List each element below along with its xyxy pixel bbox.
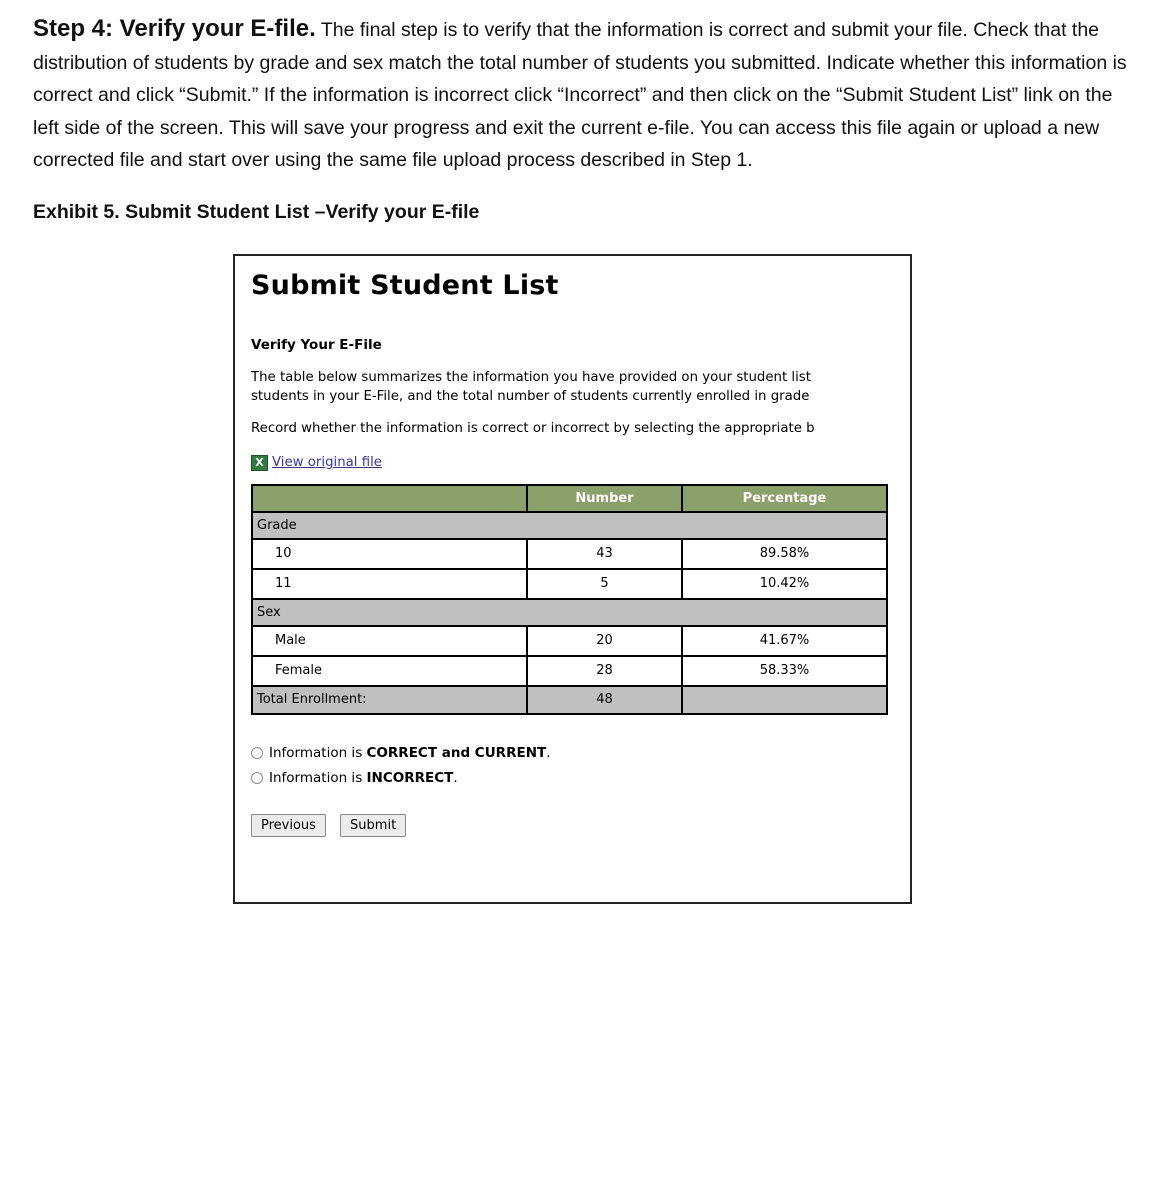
step-body-text: The final step is to verify that the information is correct and submit your file. Check that the distribution of students by grade and sex match the total number of students you submitted. Indicate whether this information is correct and click “Submit.” If the information is incorrect click “Incorrect” and then click on the “Submit Student List” link on the left side of the screen. This will save your progress and exit the current e-file. You can access this file again or upload a new corrected file and start over using the same file upload process described in Step 1. <box>33 19 1127 171</box>
radio-incorrect-bold: INCORRECT <box>366 769 454 786</box>
cell-female-number: 28 <box>527 656 682 686</box>
section-label-grade: Grade <box>252 512 887 539</box>
verify-table <box>251 484 888 715</box>
column-header-number: Number <box>527 485 682 512</box>
section-label-sex: Sex <box>252 599 887 626</box>
intro-text <box>251 368 910 407</box>
excel-file-icon[interactable]: X <box>251 455 268 471</box>
table-header-row <box>252 485 887 512</box>
intro-line-2: students in your E-File, and the total number of students currently enrolled in grade <box>251 389 810 404</box>
view-original-file-link[interactable]: View original file <box>272 455 382 470</box>
step-paragraph <box>33 13 1134 177</box>
cell-grade-10-percent: 89.58% <box>682 539 887 569</box>
radio-correct-prefix: Information is <box>269 744 367 761</box>
previous-button[interactable]: Previous <box>251 814 326 837</box>
cell-grade-11-number: 5 <box>527 569 682 599</box>
exhibit-screenshot <box>233 254 912 904</box>
radio-incorrect-row <box>251 770 910 786</box>
radio-correct-label <box>269 745 551 761</box>
column-header-percentage: Percentage <box>682 485 887 512</box>
button-row <box>251 814 910 837</box>
cell-male-number: 20 <box>527 626 682 656</box>
table-row-grade-11 <box>252 569 887 599</box>
page-title: Submit Student List <box>251 269 559 301</box>
table-row-total <box>252 686 887 714</box>
cell-male-label: Male <box>252 626 527 656</box>
record-instruction: Record whether the information is correct or incorrect by selecting the appropriate b <box>251 420 815 436</box>
table-section-grade <box>252 512 887 539</box>
verify-section-heading: Verify Your E-File <box>251 336 382 353</box>
table-row-female <box>252 656 887 686</box>
intro-line-1: The table below summarizes the information you have provided on your student list <box>251 369 811 385</box>
step-heading: Step 4: Verify your E-file. <box>33 15 316 42</box>
cell-total-number: 48 <box>527 686 682 714</box>
cell-total-label: Total Enrollment: <box>252 686 527 714</box>
table-row-male <box>252 626 887 656</box>
radio-incorrect[interactable] <box>251 772 263 784</box>
cell-total-percent-blank <box>682 686 887 714</box>
radio-incorrect-prefix: Information is <box>269 769 367 786</box>
cell-male-percent: 41.67% <box>682 626 887 656</box>
radio-correct[interactable] <box>251 747 263 759</box>
cell-grade-11-percent: 10.42% <box>682 569 887 599</box>
exhibit-heading: Exhibit 5. Submit Student List –Verify your E-file <box>33 200 480 223</box>
cell-grade-10-label: 10 <box>252 539 527 569</box>
cell-female-percent: 58.33% <box>682 656 887 686</box>
radio-incorrect-suffix: . <box>453 769 458 786</box>
radio-incorrect-label <box>269 770 458 786</box>
submit-button[interactable]: Submit <box>340 814 406 837</box>
table-row-grade-10 <box>252 539 887 569</box>
radio-correct-row <box>251 745 910 761</box>
cell-grade-10-number: 43 <box>527 539 682 569</box>
radio-correct-bold: CORRECT and CURRENT <box>366 744 547 761</box>
table-section-sex <box>252 599 887 626</box>
radio-group <box>251 745 910 786</box>
cell-female-label: Female <box>252 656 527 686</box>
cell-grade-11-label: 11 <box>252 569 527 599</box>
radio-correct-suffix: . <box>546 744 551 761</box>
file-link-row <box>251 455 910 471</box>
column-header-blank <box>252 485 527 512</box>
